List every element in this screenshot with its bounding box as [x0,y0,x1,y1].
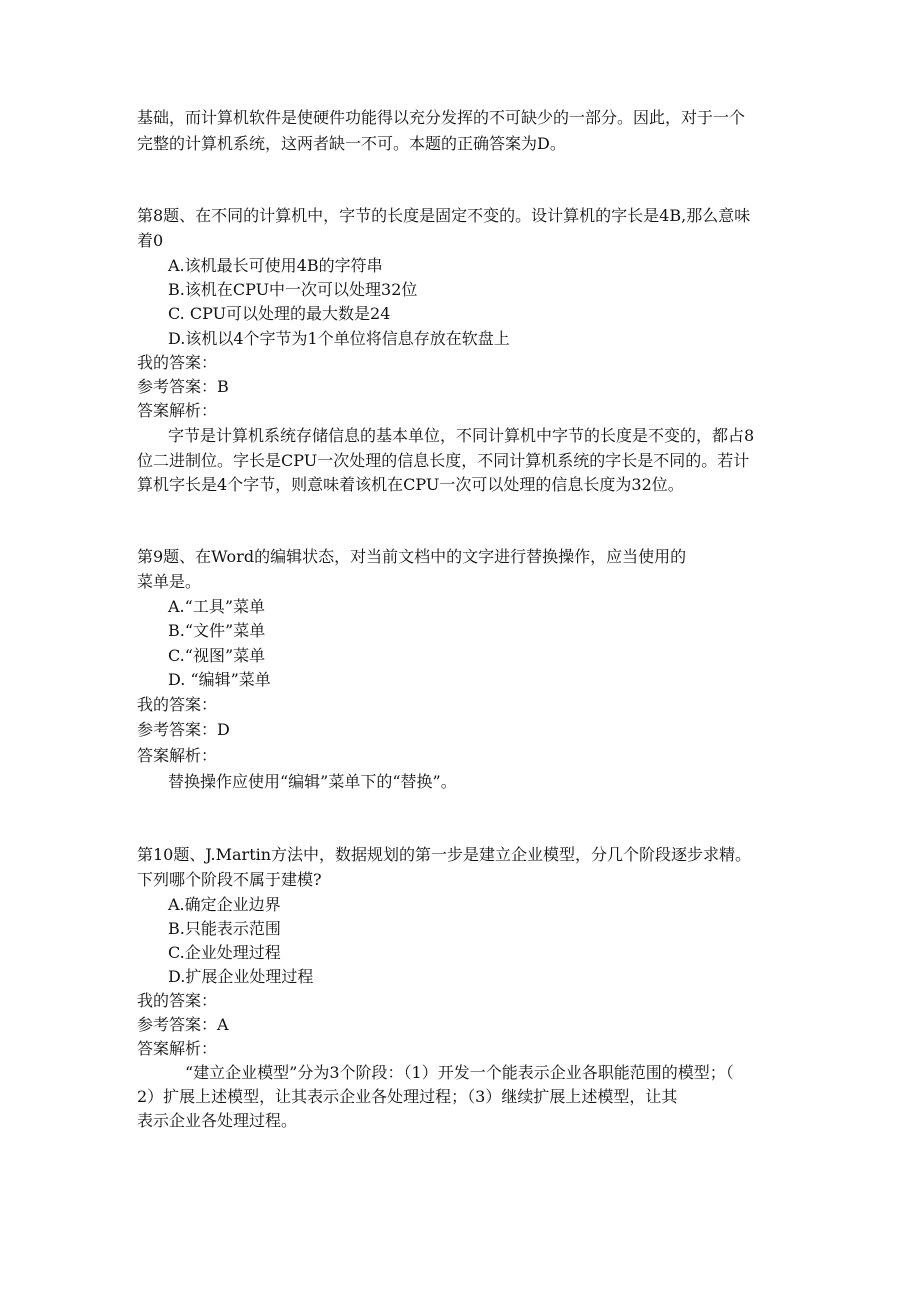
question-8-stem: 第8题、在不同的计算机中，字节的长度是固定不变的。设计算机的字长是4B,那么意味 [137,206,751,225]
question-10-option-d: D.扩展企业处理过程 [168,967,314,986]
question-8-option-c: C. CPU可以处理的最大数是24 [168,304,391,323]
question-10-stem: 下列哪个阶段不属于建模? [137,870,322,889]
question-9-option-d: D. “编辑”菜单 [168,670,271,689]
question-9-option-c: C.“视图”菜单 [168,646,266,665]
question-10-analysis-label: 答案解析： [137,1039,218,1058]
question-10-analysis-line: 2）扩展上述模型，让其表示企业各处理过程；（3）继续扩展上述模型，让其 [137,1087,678,1106]
question-9-option-b: B.“文件”菜单 [168,621,266,640]
question-8-analysis-line: 算机字长是4个字节，则意味着该机在CPU一次可以处理的信息长度为32位。 [137,475,684,494]
intro-line: 完整的计算机系统，这两者缺一不可。本题的正确答案为D。 [137,134,566,153]
question-9-stem: 第9题、在Word的编辑状态，对当前文档中的文字进行替换操作，应当使用的 [137,547,687,566]
question-10-option-b: B.只能表示范围 [168,919,281,938]
question-8-option-d: D.该机以4个字节为1个单位将信息存放在软盘上 [168,329,510,348]
question-10-analysis-line: 表示企业各处理过程。 [137,1111,298,1130]
question-9-reference-answer: 参考答案：D [137,720,230,739]
question-8-analysis-label: 答案解析： [137,401,218,420]
question-9-analysis-label: 答案解析： [137,746,218,765]
question-9-option-a: A.“工具”菜单 [168,597,266,616]
question-8-reference-answer: 参考答案：B [137,377,229,396]
question-8-option-b: B.该机在CPU中一次可以处理32位 [168,280,418,299]
question-8-analysis-line: 字节是计算机系统存储信息的基本单位，不同计算机中字节的长度是不变的，都占8 [168,426,755,445]
question-10-my-answer: 我的答案： [137,991,218,1010]
question-10-option-c: C.企业处理过程 [168,943,281,962]
question-9-analysis-line: 替换操作应使用“编辑”菜单下的“替换”。 [168,772,457,791]
intro-line: 基础，而计算机软件是使硬件功能得以充分发挥的不可缺少的一部分。因此，对于一个 [137,108,746,127]
question-10-option-a: A.确定企业边界 [168,895,281,914]
question-8-option-a: A.该机最长可使用4B的字符串 [168,256,383,275]
question-8-analysis-line: 位二进制位。字长是CPU一次处理的信息长度，不同计算机系统的字长是不同的。若计 [137,451,750,470]
question-8-stem: 着0 [137,231,164,250]
question-10-analysis-line: “建立企业模型”分为3个阶段：（1）开发一个能表示企业各职能范围的模型；（ [185,1063,734,1082]
question-9-stem: 菜单是。 [137,572,202,591]
question-10-reference-answer: 参考答案：A [137,1015,229,1034]
question-10-stem: 第10题、J.Martin方法中，数据规划的第一步是建立企业模型，分几个阶段逐步求精。 [137,845,752,864]
question-8-my-answer: 我的答案： [137,353,218,372]
question-9-my-answer: 我的答案： [137,695,218,714]
